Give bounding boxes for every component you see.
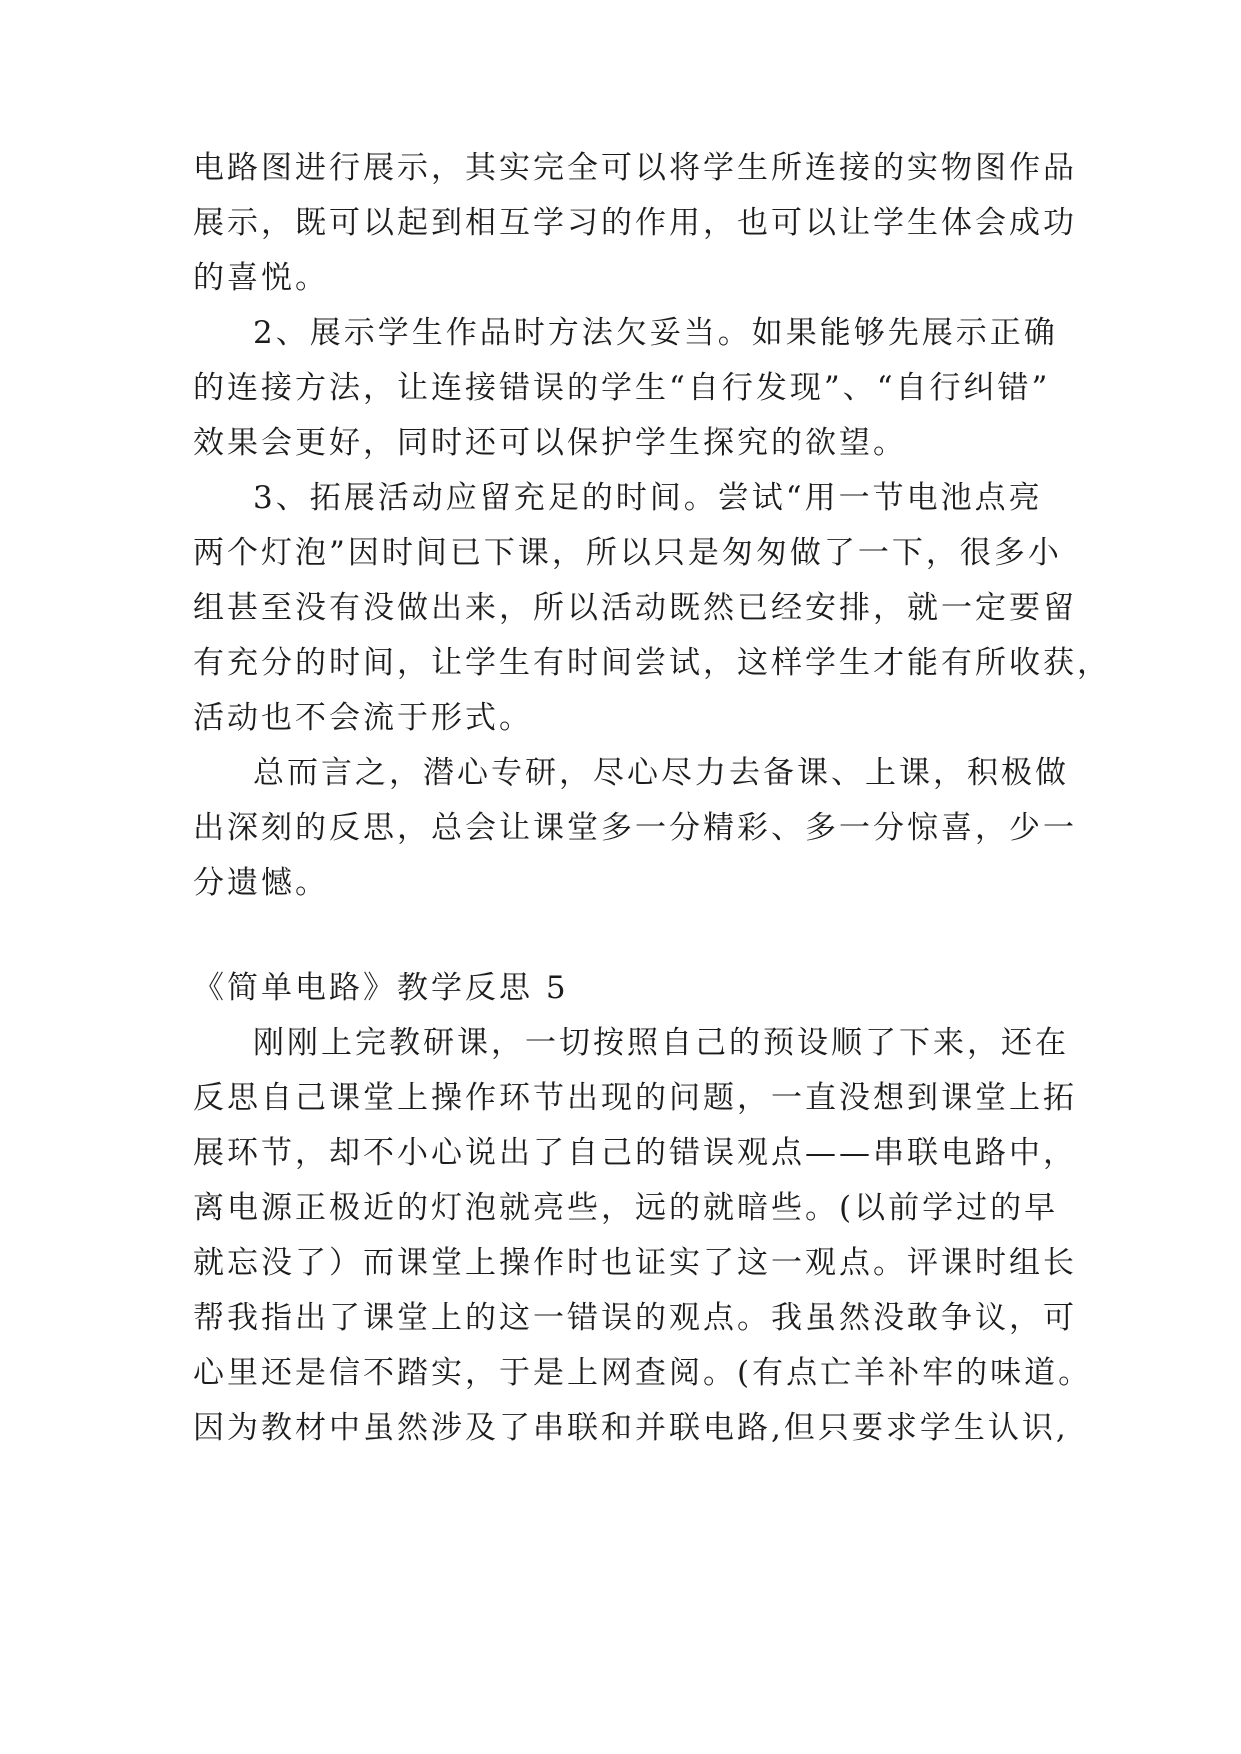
text-line: 展示，既可以起到相互学习的作用，也可以让学生体会成功 [193, 205, 1077, 241]
text-line: 有充分的时间，让学生有时间尝试，这样学生才能有所收获， [193, 645, 1111, 681]
text-line: 电路图进行展示，其实完全可以将学生所连接的实物图作品 [193, 150, 1077, 186]
text-line: 2、展示学生作品时方法欠妥当。如果能够先展示正确 [253, 315, 1058, 351]
text-line: 组甚至没有没做出来，所以活动既然已经安排，就一定要留 [193, 590, 1077, 626]
text-line: 心里还是信不踏实，于是上网查阅。(有点亡羊补牢的味道。 [193, 1355, 1093, 1391]
text-line: 的连接方法，让连接错误的学生“自行发现”、“自行纠错” [193, 370, 1051, 406]
text-line: 就忘没了）而课堂上操作时也证实了这一观点。评课时组长 [193, 1245, 1077, 1281]
text-line: 因为教材中虽然涉及了串联和并联电路,但只要求学生认识, [193, 1410, 1069, 1446]
text-line: 两个灯泡”因时间已下课，所以只是匆匆做了一下，很多小 [193, 535, 1062, 571]
section-heading: 《简单电路》教学反思 5 [193, 970, 569, 1006]
text-line: 展环节，却不小心说出了自己的错误观点——串联电路中， [193, 1135, 1077, 1171]
text-line: 反思自己课堂上操作环节出现的问题，一直没想到课堂上拓 [193, 1080, 1077, 1116]
text-line: 刚刚上完教研课，一切按照自己的预设顺了下来，还在 [253, 1025, 1069, 1061]
text-line: 出深刻的反思，总会让课堂多一分精彩、多一分惊喜，少一 [193, 810, 1077, 846]
text-line: 的喜悦。 [193, 260, 329, 296]
text-line: 效果会更好，同时还可以保护学生探究的欲望。 [193, 425, 907, 461]
text-line: 离电源正极近的灯泡就亮些，远的就暗些。(以前学过的早 [193, 1190, 1059, 1226]
text-line: 分遗憾。 [193, 865, 329, 901]
text-line: 帮我指出了课堂上的这一错误的观点。我虽然没敢争议，可 [193, 1300, 1077, 1336]
text-line: 3、拓展活动应留充足的时间。尝试“用一节电池点亮 [253, 480, 1043, 516]
text-line: 总而言之，潜心专研，尽心尽力去备课、上课，积极做 [253, 755, 1069, 791]
text-line: 活动也不会流于形式。 [193, 700, 533, 736]
